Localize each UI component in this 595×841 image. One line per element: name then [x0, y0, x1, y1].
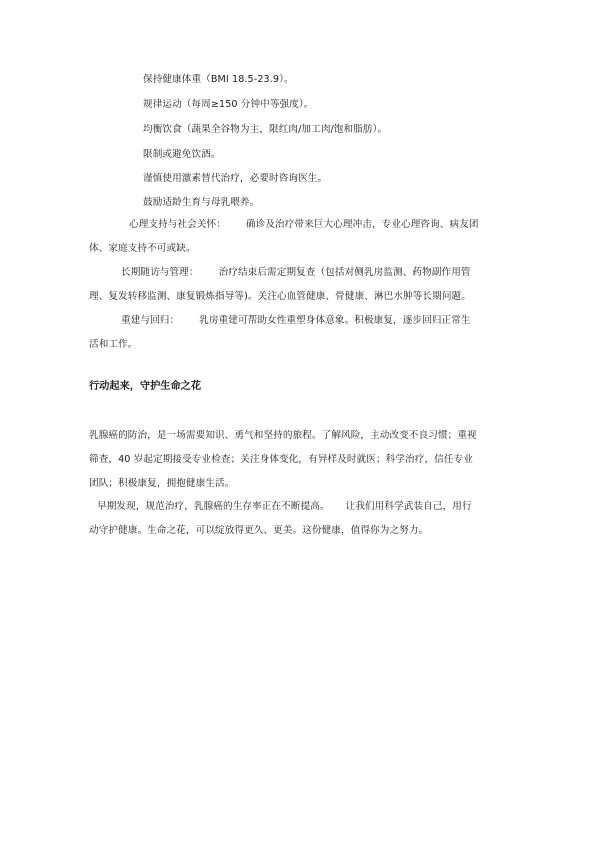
psych-support-text-2: 体、家庭支持不可或缺。 [89, 243, 196, 254]
closing-p2-text-a: 早期发现，规范治疗，乳腺癌的生存率正在不断提高。 [97, 501, 330, 512]
psych-support-line-1 [129, 218, 479, 231]
tip-childbirth-breastfeeding: 鼓励适龄生育与母乳喂养。 [143, 197, 260, 208]
tip-regular-exercise: 规律运动（每周≥150 分钟中等强度）。 [143, 99, 314, 110]
tip-balanced-diet: 均衡饮食（蔬果全谷物为主，限红肉/加工肉/饱和脂肪）。 [143, 124, 388, 135]
closing-p1-line-3: 团队；积极康复，拥抱健康生活。 [89, 478, 235, 489]
rebuild-label: 重建与回归： [121, 315, 180, 326]
followup-line-1 [121, 266, 471, 279]
rebuild-text-1: 乳房重建可帮助女性重塑身体意象。积极康复，逐步回归正常生 [199, 315, 471, 326]
followup-label: 长期随访与管理： [121, 267, 199, 278]
psych-support-label: 心理支持与社会关怀： [129, 219, 226, 230]
closing-p1-line-2: 筛查，40 岁起定期接受专业检查；关注身体变化，有异样及时就医；科学治疗，信任专业 [89, 454, 473, 465]
closing-p2-line-2: 动守护健康。生命之花，可以绽放得更久、更美。这份健康，值得你为之努力。 [89, 525, 429, 536]
followup-text-2: 理、复发转移监测、康复锻炼指导等)。关注心血管健康、骨健康、淋巴水肿等长期问题。 [89, 291, 471, 302]
psych-support-text-1: 确诊及治疗带来巨大心理冲击，专业心理咨询、病友团 [245, 219, 479, 230]
followup-text-1: 治疗结束后需定期复查（包括对侧乳房监测、药物副作用管 [218, 267, 471, 278]
rebuild-text-2: 活和工作。 [89, 339, 138, 350]
closing-p2-text-b: 让我们用科学武装自己，用行 [345, 501, 472, 512]
rebuild-line-1 [121, 314, 471, 327]
tip-limit-alcohol: 限制或避免饮酒。 [143, 149, 221, 160]
section-heading: 行动起来，守护生命之花 [89, 381, 202, 392]
closing-p2-line-1 [97, 500, 472, 513]
tip-hormone-therapy: 谨慎使用激素替代治疗，必要时咨询医生。 [143, 173, 328, 184]
tip-healthy-weight: 保持健康体重（BMI 18.5-23.9）。 [143, 74, 294, 85]
closing-p1-line-1: 乳腺癌的防治，是一场需要知识、勇气和坚持的旅程。了解风险，主动改变不良习惯；重视 [89, 430, 477, 441]
